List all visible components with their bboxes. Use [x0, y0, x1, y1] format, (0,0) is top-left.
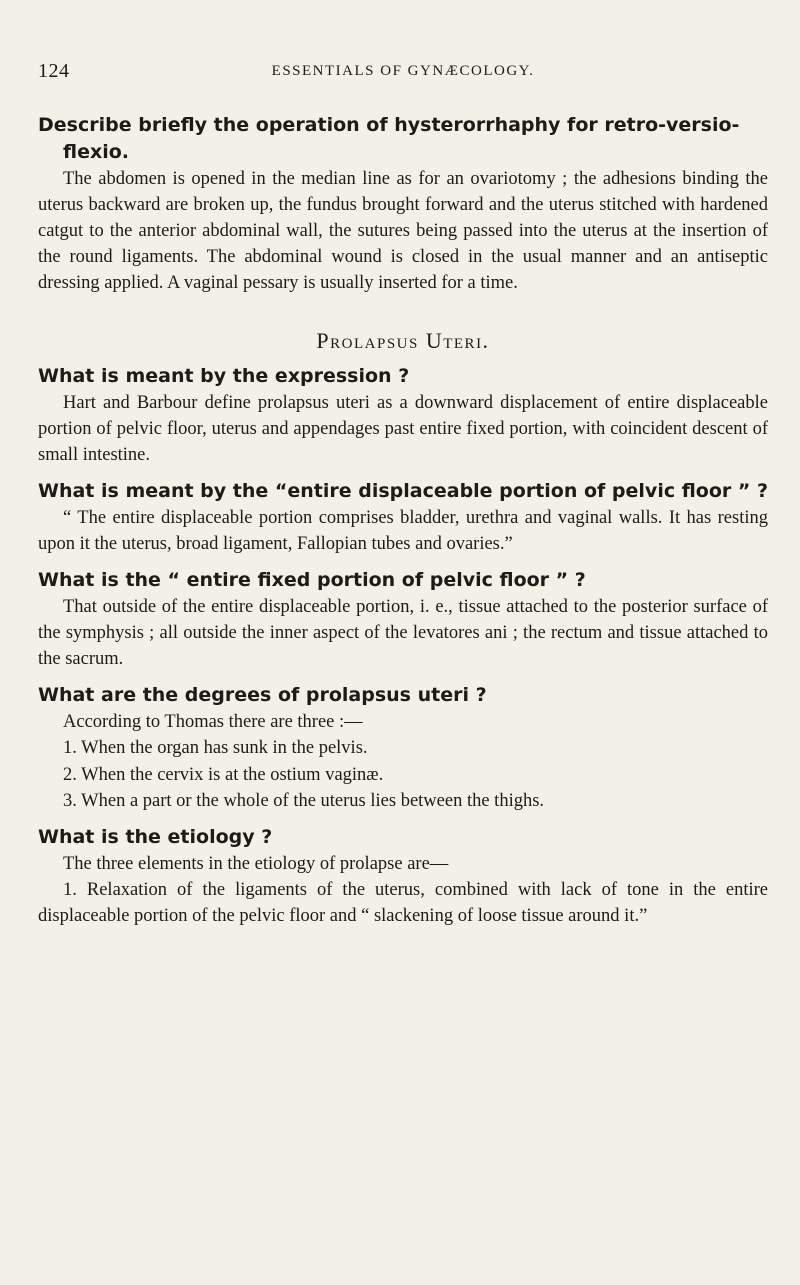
degree-item-2: 2. When the cervix is at the ostium vaginæ. [63, 764, 384, 785]
etiology-item-1: 1. Relaxation of the ligaments of the uterus, combined with lack of tone in the entire displaceable portion of the pelvic floor and “ slackening of loose tissue around it.” [38, 879, 768, 926]
answer-displaceable-portion: “ The entire displaceable portion comprises bladder, urethra and vaginal walls. It has resting upon it the uterus, broad ligament, Fallopian tubes and ovaries.” [38, 507, 768, 554]
degree-item-3: 3. When a part or the whole of the uterus lies between the thighs. [63, 790, 545, 811]
question-hysterorrhaphy: Describe briefly the operation of hysterorrhaphy for retro-versio-flexio. [38, 114, 740, 163]
page-body [38, 112, 768, 929]
answer-expression: Hart and Barbour define prolapsus uteri as a downward displacement of entire displaceable portion of pelvic floor, uterus and appendages past entire fixed portion, with coincident descent of small intestine. [38, 392, 768, 465]
page-number: 124 [38, 60, 70, 82]
answer-etiology-intro: The three elements in the etiology of prolapse are— [63, 853, 449, 874]
question-displaceable-portion: What is meant by the “entire displaceable portion of pelvic floor ” ? [38, 479, 769, 502]
degree-item-1: 1. When the organ has sunk in the pelvis. [63, 738, 368, 759]
answer-fixed-portion: That outside of the entire displaceable portion, i. e., tissue attached to the posterior surface of the symphysis ; all outside the inner aspect of the levatores ani ; the rectum and tissue attached to the sacrum. [38, 597, 768, 670]
answer-degrees-intro: According to Thomas there are three :— [63, 712, 363, 733]
question-fixed-portion: What is the “ entire fixed portion of pelvic floor ” ? [38, 569, 586, 592]
question-expression: What is meant by the expression ? [38, 364, 410, 387]
running-title: ESSENTIALS OF GYNÆCOLOGY. [271, 63, 535, 79]
section-heading: Prolapsus Uteri. [316, 328, 490, 354]
page-header [38, 60, 768, 88]
question-etiology: What is the etiology ? [38, 825, 273, 848]
question-degrees: What are the degrees of prolapsus uteri ? [38, 684, 487, 707]
answer-hysterorrhaphy: The abdomen is opened in the median line as for an ovariotomy ; the adhesions binding the uterus backward are broken up, the fundus brought forward and the uterus stitched with hardened catgut to the anterior abdominal wall, the sutures being passed into the uterus at the insertion of the round ligaments. The abdominal wound is closed in the usual manner and an antiseptic dressing applied. A vaginal pessary is usually inserted for a time. [38, 169, 768, 294]
